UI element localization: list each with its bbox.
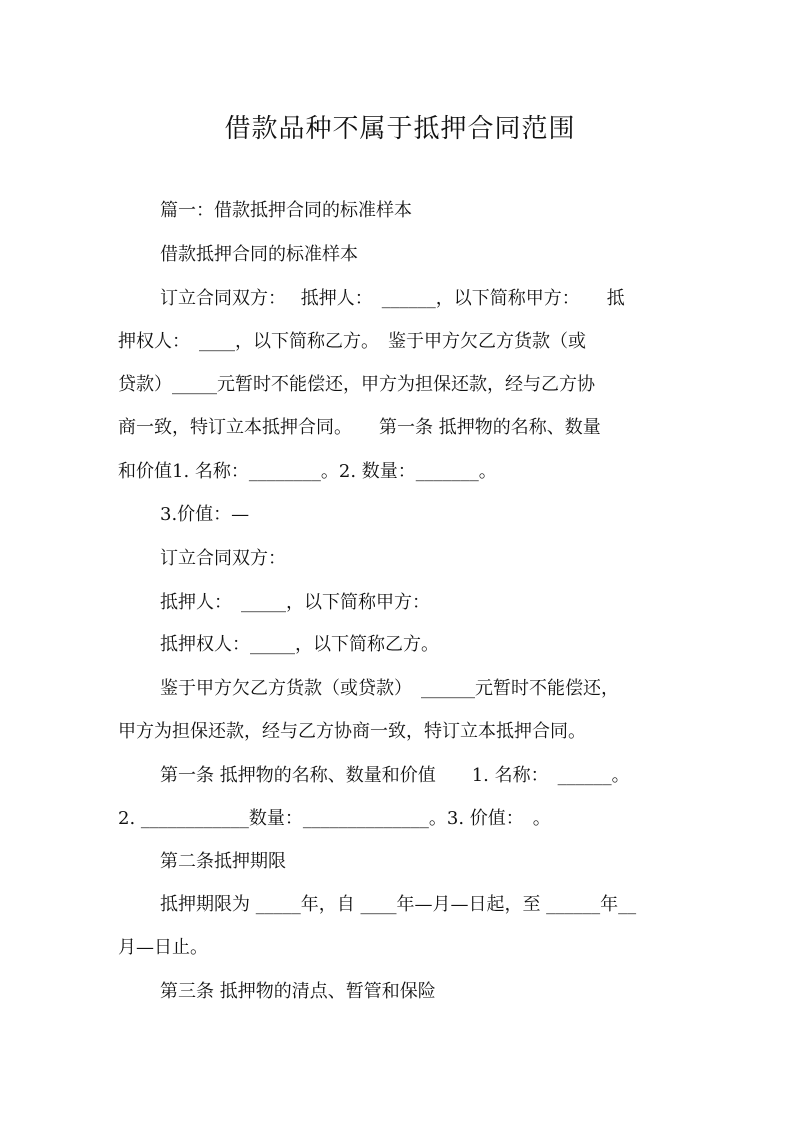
paragraph-line: 和价值1. 名称：________。2. 数量：_______。 xyxy=(118,461,497,482)
section-heading: 第二条抵押期限 xyxy=(160,851,286,872)
document-title: 借款品种不属于抵押合同范围 xyxy=(224,114,576,144)
paragraph-line: 鉴于甲方欠乙方货款（或贷款） ______元暂时不能偿还， xyxy=(160,678,619,699)
paragraph-line: 借款抵押合同的标准样本 xyxy=(160,244,358,265)
paragraph-line: 甲方为担保还款，经与乙方协商一致，特订立本抵押合同。 xyxy=(118,721,586,742)
paragraph-line: 3.价值：— xyxy=(160,504,250,525)
paragraph-line: 月—日止。 xyxy=(118,937,208,958)
paragraph-line: 商一致，特订立本抵押合同。 第一条 抵押物的名称、数量 xyxy=(118,417,601,438)
paragraph-line: 抵押期限为 _____年，自 ____年—月—日起，至 ______年__ xyxy=(160,894,637,915)
paragraph-line: 押权人： ____，以下简称乙方。 鉴于甲方欠乙方货款（或 xyxy=(118,331,586,352)
paragraph-line: 第一条 抵押物的名称、数量和价值 1. 名称： ______。 xyxy=(160,765,630,786)
paragraph-line: 贷款）_____元暂时不能偿还，甲方为担保还款，经与乙方协 xyxy=(118,374,595,395)
paragraph-line: 篇一：借款抵押合同的标准样本 xyxy=(160,200,412,221)
paragraph-line: 2. ____________数量：______________。3. 价值： 。 xyxy=(118,808,551,829)
paragraph-line: 抵押人： _____，以下简称甲方： xyxy=(160,592,430,613)
paragraph-line: 订立合同双方： 抵押人： ______，以下简称甲方： 抵 xyxy=(160,288,625,309)
paragraph-line: 抵押权人：_____，以下简称乙方。 xyxy=(160,634,439,655)
section-heading: 第三条 抵押物的清点、暂管和保险 xyxy=(160,981,436,1002)
paragraph-line: 订立合同双方： xyxy=(160,548,286,569)
